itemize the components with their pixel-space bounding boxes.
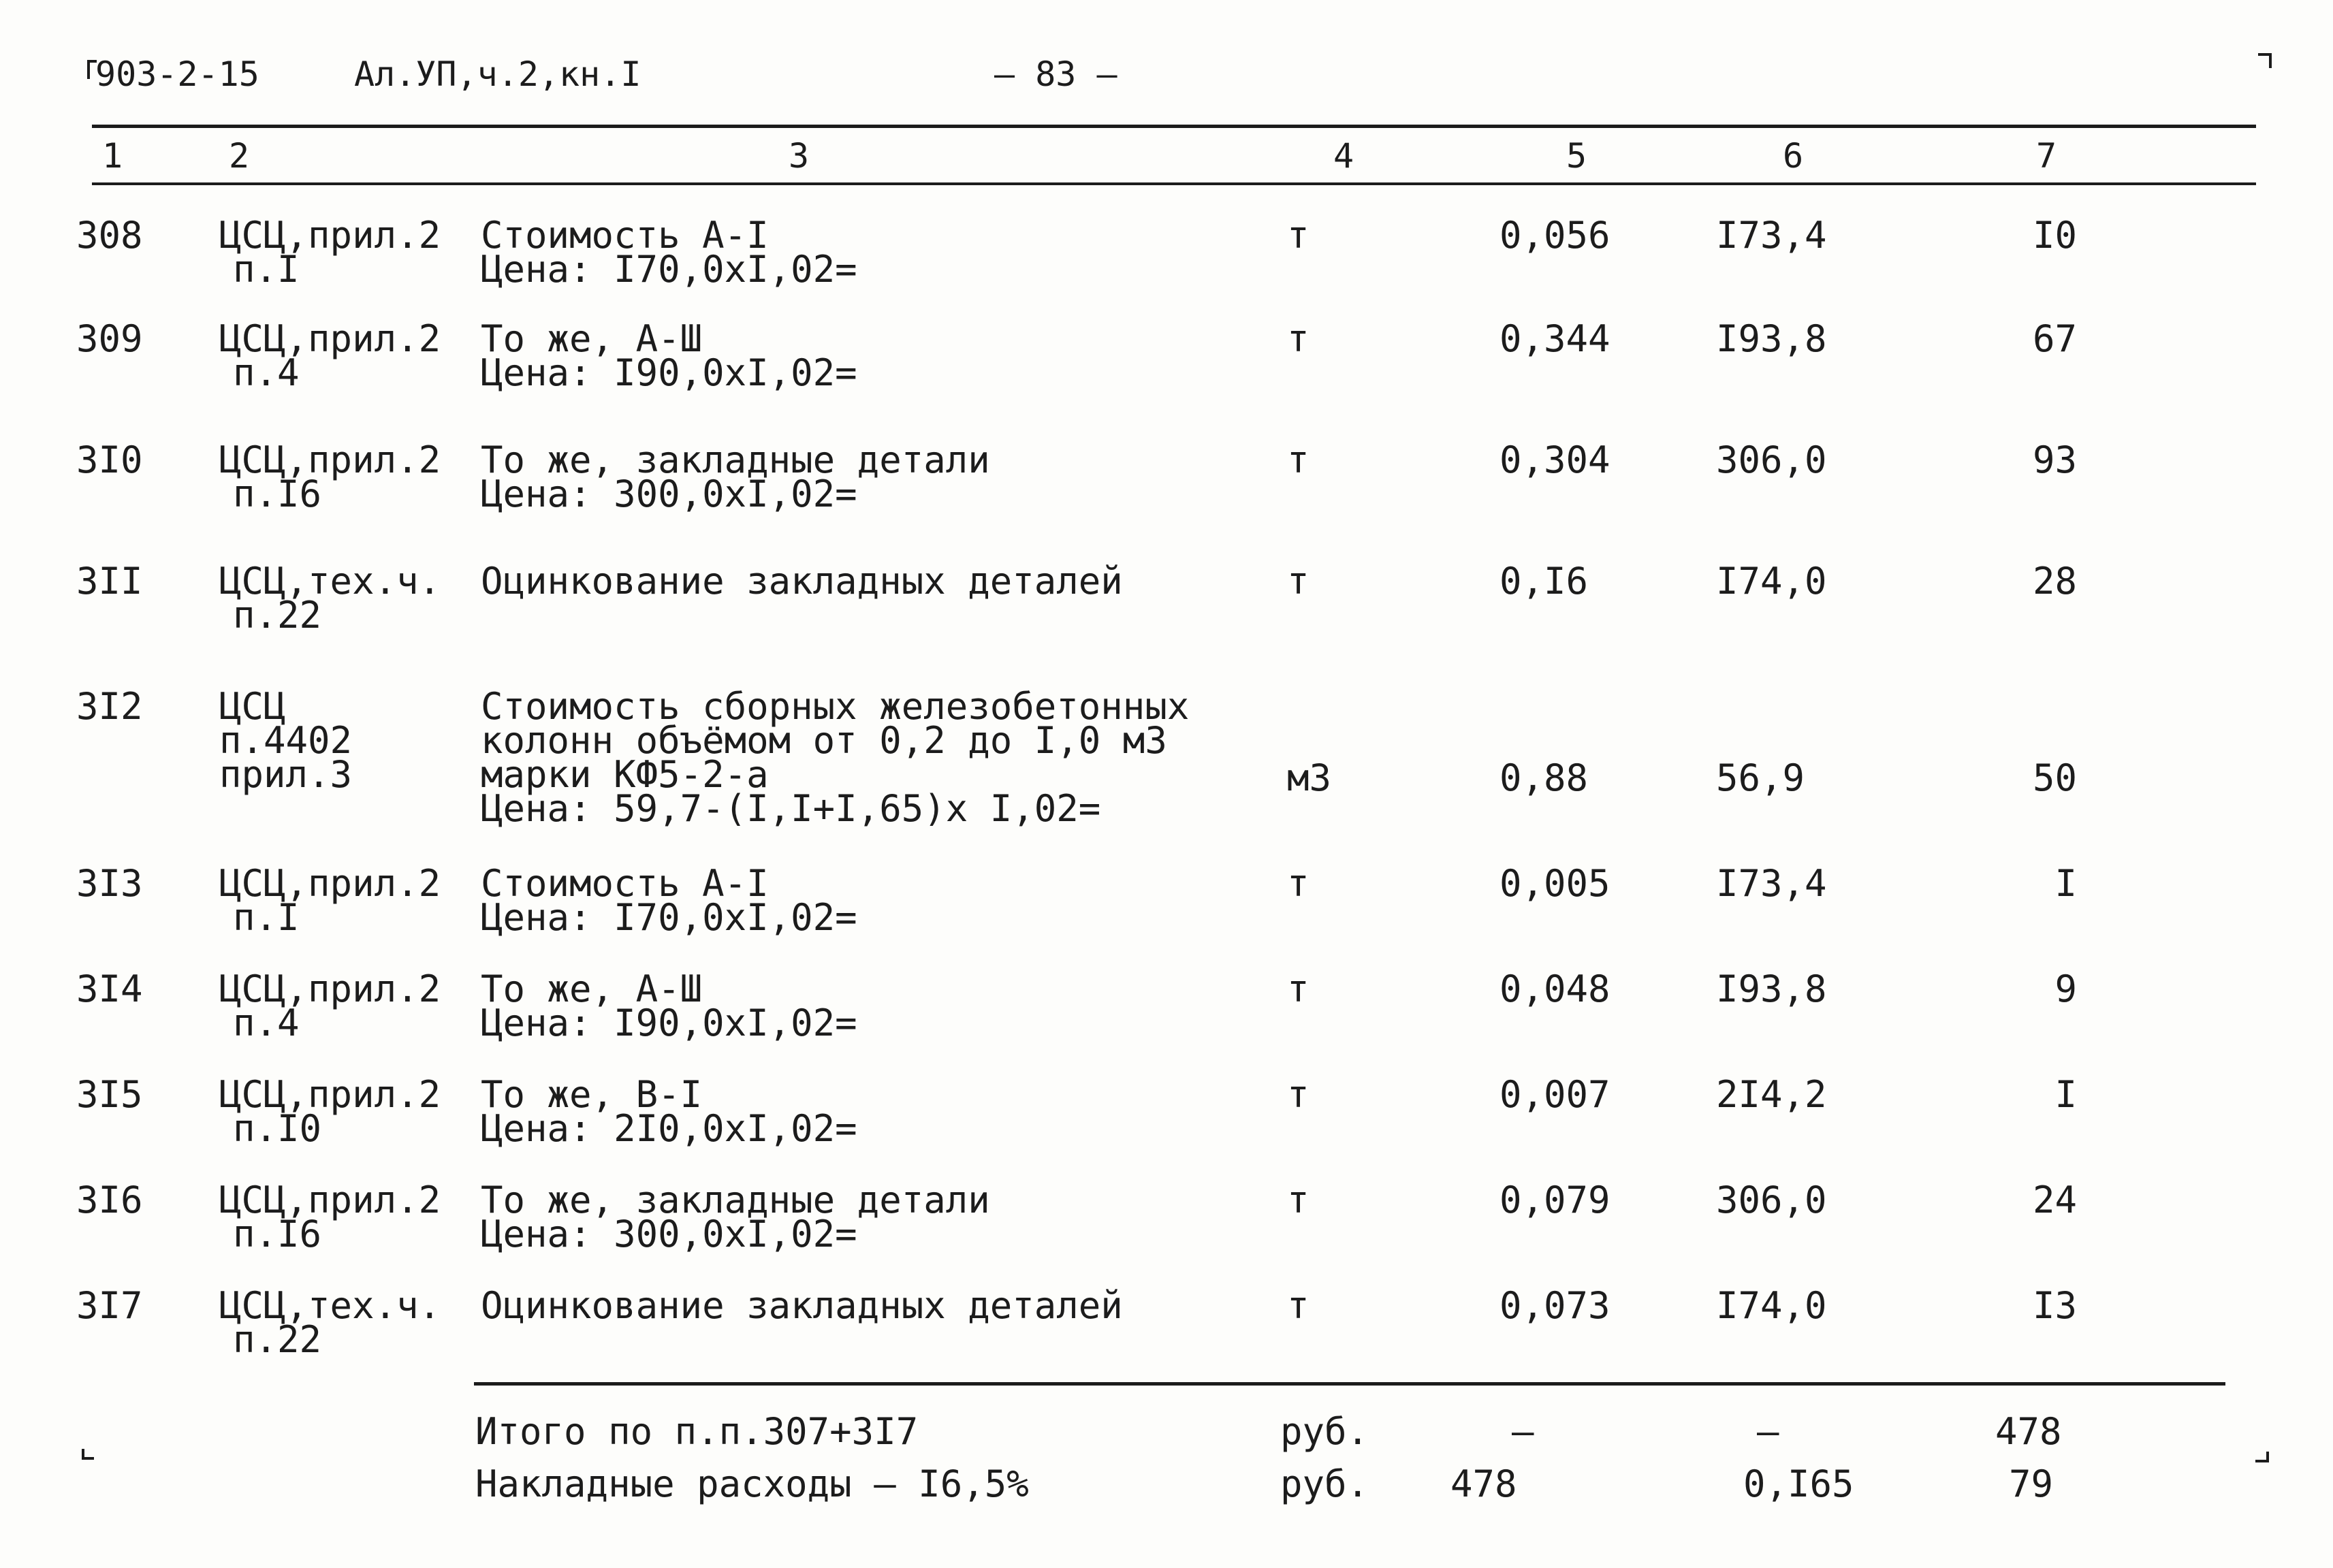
page-number: — 83 — [994,54,1117,94]
row-total: 28 [2032,560,2077,603]
row-description-line: То же, В-I [481,1073,703,1116]
row-total: 24 [2032,1179,2077,1221]
row-description-line: То же, закладные детали [481,1179,990,1221]
row-total: I [2054,1073,2077,1116]
row-reference-line: ЦСЦ,прил.2 [219,317,441,360]
row-description-line: Оцинкование закладных деталей [481,1284,1123,1327]
row-quantity: 0,007 [1499,1073,1610,1116]
row-number: 308 [76,214,143,257]
doc-code: 903-2-15 [95,54,259,94]
row-description-line: Цена: 59,7-(I,I+I,65)x I,02= [481,787,1101,830]
corner-mark-bottom-right [2255,1452,2269,1462]
summary-qty: – [1512,1410,1534,1453]
header-rule-bottom [92,182,2256,185]
row-reference-line: п.I [233,248,300,291]
row-description-line: Цена: 300,0xI,02= [481,473,857,515]
row-number: 3II [76,560,143,603]
row-unit: т [1287,1073,1310,1116]
row-quantity: 0,344 [1499,317,1610,360]
row-number: 3I6 [76,1179,143,1221]
row-unit: м3 [1287,756,1332,799]
row-reference-line: ЦСЦ,тех.ч. [219,1284,441,1327]
row-description-line: Цена: I90,0xI,02= [481,351,857,394]
row-description-line: Цена: 2I0,0xI,02= [481,1107,857,1150]
row-number: 3I3 [76,862,143,905]
row-quantity: 0,I6 [1499,560,1589,603]
row-unit-price: 306,0 [1716,438,1827,481]
summary-unit: руб. [1280,1410,1369,1453]
row-reference-line: п.4 [233,351,300,394]
row-reference-line: ЦСЦ,прил.2 [219,438,441,481]
row-number: 3I4 [76,967,143,1010]
row-reference-line: ЦСЦ,прил.2 [219,214,441,257]
row-reference-line: п.I [233,896,300,939]
row-unit: т [1287,560,1310,603]
row-unit: т [1287,214,1310,257]
row-reference-line: п.I0 [233,1107,322,1150]
row-total: 93 [2032,438,2077,481]
row-description-line: Цена: I70,0xI,02= [481,248,857,291]
album-ref: Ал.УП,ч.2,кн.I [354,54,641,94]
row-description-line: То же, А-Ш [481,317,703,360]
row-unit: т [1287,862,1310,905]
row-reference-line: ЦСЦ,тех.ч. [219,560,441,603]
row-description-line: колонн объёмом от 0,2 до I,0 м3 [481,719,1167,762]
row-total: I [2054,862,2077,905]
summary-price: – [1757,1410,1779,1453]
summary-price: 0,I65 [1743,1462,1854,1505]
row-number: 3I0 [76,438,143,481]
corner-mark-top-right [2258,53,2272,68]
row-number: 3I7 [76,1284,143,1327]
row-description-line: То же, закладные детали [481,438,990,481]
summary-label: Накладные расходы – I6,5% [475,1462,1029,1505]
row-unit: т [1287,967,1310,1010]
row-unit: т [1287,1284,1310,1327]
row-quantity: 0,073 [1499,1284,1610,1327]
row-reference-line: ЦСЦ,прил.2 [219,967,441,1010]
row-quantity: 0,079 [1499,1179,1610,1221]
row-reference-line: ЦСЦ,прил.2 [219,1073,441,1116]
row-unit-price: I73,4 [1716,214,1827,257]
row-total: I0 [2032,214,2077,257]
column-number-2: 2 [229,136,250,176]
corner-mark-bottom-left [82,1449,94,1460]
header-rule-top [92,125,2256,128]
row-number: 309 [76,317,143,360]
row-description-line: Стоимость А-I [481,862,769,905]
row-reference-line: ЦСЦ,прил.2 [219,862,441,905]
row-unit: т [1287,317,1310,360]
row-reference-line: п.22 [233,594,322,637]
row-reference-line: п.22 [233,1318,322,1361]
row-reference-line: ЦСЦ [219,685,286,728]
row-reference-line: прил.3 [219,753,353,796]
row-unit-price: I73,4 [1716,862,1827,905]
row-quantity: 0,048 [1499,967,1610,1010]
row-unit-price: I74,0 [1716,1284,1827,1327]
column-number-7: 7 [2036,136,2057,176]
column-number-5: 5 [1566,136,1587,176]
column-number-6: 6 [1783,136,1804,176]
row-description-line: марки КФ5-2-а [481,753,769,796]
row-quantity: 0,056 [1499,214,1610,257]
row-total: 50 [2032,756,2077,799]
table-end-rule [474,1382,2225,1386]
summary-total: 478 [1995,1410,2062,1453]
row-reference-line: п.I6 [233,1213,322,1255]
row-description-line: Цена: 300,0xI,02= [481,1213,857,1255]
row-quantity: 0,88 [1499,756,1589,799]
row-number: 3I2 [76,685,143,728]
row-unit-price: 306,0 [1716,1179,1827,1221]
row-description-line: Цена: I90,0xI,02= [481,1002,857,1044]
row-description-line: Стоимость сборных железобетонных [481,685,1190,728]
summary-label: Итого по п.п.307+3I7 [475,1410,919,1453]
row-quantity: 0,005 [1499,862,1610,905]
row-unit-price: I74,0 [1716,560,1827,603]
row-total: I3 [2032,1284,2077,1327]
row-reference-line: п.4402 [219,719,353,762]
row-unit-price: I93,8 [1716,317,1827,360]
column-number-1: 1 [102,136,123,176]
row-unit-price: 56,9 [1716,756,1805,799]
summary-unit: руб. [1280,1462,1369,1505]
row-total: 67 [2032,317,2077,360]
row-quantity: 0,304 [1499,438,1610,481]
row-description-line: Стоимость А-I [481,214,769,257]
row-total: 9 [2054,967,2077,1010]
row-reference-line: п.I6 [233,473,322,515]
row-description-line: То же, А-Ш [481,967,703,1010]
row-unit: т [1287,1179,1310,1221]
row-number: 3I5 [76,1073,143,1116]
row-reference-line: ЦСЦ,прил.2 [219,1179,441,1221]
row-unit: т [1287,438,1310,481]
row-unit-price: 2I4,2 [1716,1073,1827,1116]
row-unit-price: I93,8 [1716,967,1827,1010]
summary-qty: 478 [1450,1462,1517,1505]
column-number-4: 4 [1333,136,1354,176]
column-number-3: 3 [789,136,810,176]
row-description-line: Оцинкование закладных деталей [481,560,1123,603]
row-description-line: Цена: I70,0xI,02= [481,896,857,939]
row-reference-line: п.4 [233,1002,300,1044]
summary-total: 79 [2009,1462,2054,1505]
